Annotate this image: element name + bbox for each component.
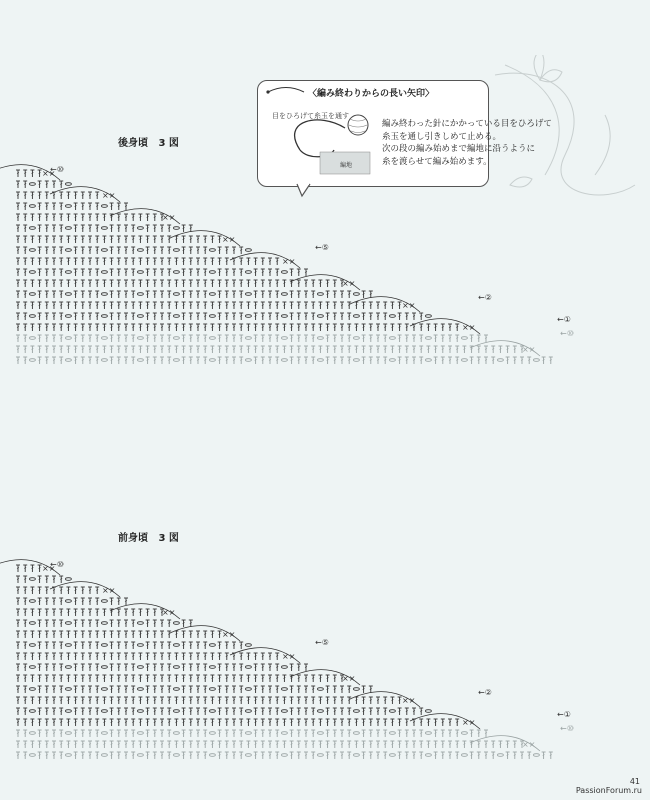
stitch-row [16,335,488,342]
callout-line: 編み終わった針にかかっている目をひろげて [382,119,552,129]
row-marker: ←② [478,688,492,697]
callout-line: 糸を渡らせて編み始めます。 [382,156,492,167]
stitch-row [16,670,360,685]
stitch-row [16,752,553,759]
edge-stitch-mark: ×× [402,301,416,310]
row-marker: ←⑩ [50,165,64,174]
section-label-front: 前身頃 3 図 [118,533,179,544]
edge-stitch-mark: ×× [162,608,176,617]
section-label-back: 後身頃 3 図 [118,138,179,149]
stitch-row [16,231,240,246]
row-marker: ←⑩ [560,329,574,338]
stitch-row [16,291,373,298]
edge-stitch-mark: ×× [282,257,296,266]
edge-stitch-mark: ×× [342,674,356,683]
edge-stitch-mark: ×× [222,630,236,639]
stitch-row [16,313,431,320]
row-marker: ←① [557,710,571,719]
crochet-chart-front [0,545,650,785]
stitch-row [16,319,480,334]
stitch-row [16,708,431,715]
edge-stitch-mark: ×× [222,235,236,244]
stitch-row [16,269,308,276]
stitch-row [16,714,480,729]
edge-stitch-mark: ×× [522,345,536,354]
stitch-row [16,620,193,627]
stitch-row [16,626,240,641]
callout-line: 次の段の編み始めまで編地に沿うように [382,144,536,154]
stitch-row [16,187,120,202]
edge-stitch-mark: ×× [42,169,56,178]
stitch-row [16,736,540,751]
row-marker: ←⑤ [315,243,329,252]
stitch-row [16,604,180,619]
row-marker: ←⑩ [50,560,64,569]
stitch-row [16,209,180,224]
stitch-row [16,297,420,312]
stitch-row [16,203,128,210]
callout-line: 糸玉を通し引きしめて止める。 [382,131,502,142]
stitch-row [16,730,488,737]
crochet-chart-back [0,150,650,390]
stitch-row [16,341,540,356]
stitch-row [16,225,193,232]
page-number: 41 [629,777,640,786]
callout-knit-label: 編地 [340,162,353,169]
stitch-row [16,686,373,693]
stitch-row [16,357,553,364]
stitch-row [16,275,360,290]
edge-stitch-mark: ×× [162,213,176,222]
callout-title: 〈編み終わりからの長い矢印〉 [308,89,435,99]
stitch-row [16,642,251,649]
stitch-row [16,576,71,583]
stitch-row [16,598,128,605]
callout-sub-label: 目をひろげて糸玉を通す [272,112,349,120]
stitch-row [16,692,420,707]
edge-stitch-mark: ×× [102,586,116,595]
row-marker: ←① [557,315,571,324]
edge-stitch-mark: ×× [102,191,116,200]
row-marker: ←⑤ [315,638,329,647]
stitch-row [16,253,300,268]
edge-stitch-mark: ×× [522,740,536,749]
edge-stitch-mark: ×× [462,323,476,332]
stitch-row [16,247,251,254]
stitch-row [16,648,300,663]
edge-stitch-mark: ×× [342,279,356,288]
row-marker: ←⑩ [560,724,574,733]
edge-stitch-mark: ×× [402,696,416,705]
edge-stitch-mark: ×× [462,718,476,727]
stitch-row [16,664,308,671]
stitch-row [16,181,71,188]
footer-watermark: PassionForum.ru [575,786,642,795]
edge-stitch-mark: ×× [282,652,296,661]
row-marker: ←② [478,293,492,302]
edge-stitch-mark: ×× [42,564,56,573]
stitch-row [16,582,120,597]
